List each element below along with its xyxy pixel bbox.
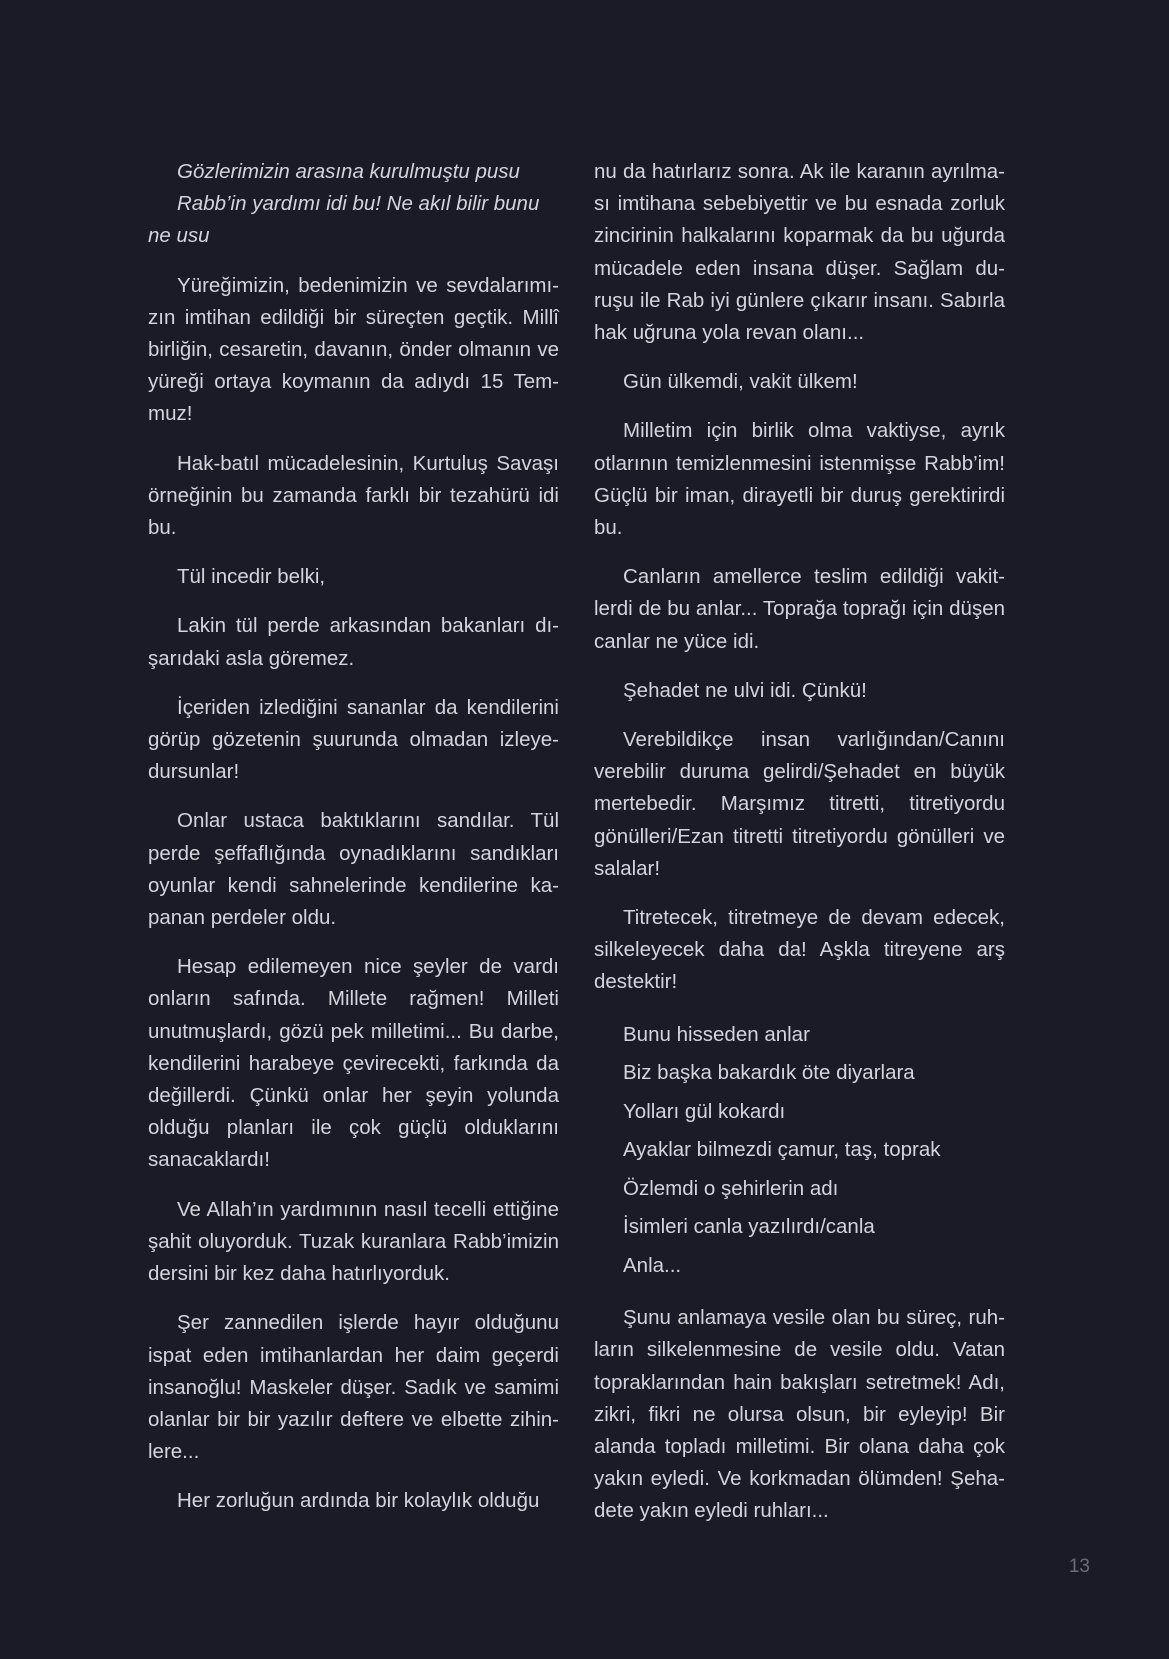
paragraph: Şehadet ne ulvi idi. Çünkü!	[623, 678, 867, 702]
paragraph: Hak-batıl mücadelesinin, Kurtuluş Savaşı örneğinin bu zamanda farklı bir tezahürü idi bu.	[148, 451, 559, 540]
right-column	[594, 156, 1005, 1545]
poem-line: Yolları gül kokardı	[623, 1099, 786, 1123]
continued-paragraph: nu da hatırlarız sonra. Ak ile karanın ayrılması imtihana sebebiyettir ve bu esnada zorluk zincirinin halkalarını koparmak da bu uğurda mücadele eden insana düşer. Sağlam duruşu ile Rab iyi günlere çıkarır insanı. Sabırla hak uğruna yola revan olanı...	[594, 160, 1005, 345]
paragraph: Onlar ustaca baktıklarını sandılar. Tül perde şeffaflığında oynadıklarını sandıkları oyunlar kendi sahnelerinde kendilerine kapanan perdeler oldu.	[148, 809, 559, 930]
poem-line: Anla...	[623, 1253, 682, 1277]
verse-line: Gözlerimizin arasına kurulmuştu pusu	[177, 160, 520, 183]
paragraph: Tül incedir belki,	[177, 565, 326, 589]
paragraph: Gün ülkemdi, vakit ülkem!	[623, 370, 858, 394]
paragraph: İçeriden izlediğini sananlar da kendilerini görüp gözetenin şuurunda olmadan izleyedursunlar!	[148, 695, 559, 784]
poem-line: Bunu hisseden anlar	[623, 1022, 810, 1046]
poem-line: Özlemdi o şehirlerin adı	[623, 1176, 839, 1200]
paragraph: Titretecek, titretmeye de devam edecek, silkeleyecek daha da! Aşkla titreyene arş destektir!	[594, 906, 1005, 994]
poem-line: Biz başka bakardık öte diyarlara	[623, 1061, 915, 1085]
verse-line: ne usu	[148, 224, 210, 248]
verse-line: Rabb’in yardımı idi bu! Ne akıl bilir bunu	[177, 192, 540, 216]
paragraph: Milletim için birlik olma vaktiyse, ayrık otlarının temizlenmesini istenmişse Rabb’im! Güçlü bir iman, dirayetli bir duruş gerektirirdi bu.	[594, 419, 1005, 540]
page-number: 13	[1068, 1556, 1090, 1577]
paragraph: Şer zannedilen işlerde hayır olduğunu ispat eden imtihanlardan her daim geçerdi insanoğlu! Maskeler düşer. Sadık ve samimi olanlar bir bir yazılır deftere ve elbette zihinlere...	[148, 1311, 559, 1464]
paragraph: Lakin tül perde arkasından bakanları dışarıdaki asla göremez.	[148, 614, 559, 670]
paragraph: Yüreğimizin, bedenimizin ve sevdalarımızın imtihan edildiği bir süreçten geçtik. Millî birliğin, cesaretin, davanın, önder olmanın ve yüreği ortaya koymanın da adıydı 15 Temmuz!	[148, 273, 559, 426]
paragraph: Her zorluğun ardında bir kolaylık olduğu	[177, 1489, 540, 1513]
paragraph: Hesap edilemeyen nice şeyler de vardı onların safında. Millete rağmen! Milleti unutmuşlardı, gözü pek milletimi... Bu darbe, kendilerini harabeye çevirecekti, farkında da değillerdi. Çünkü onlar her şeyin yolunda olduğu planları ile çok güçlü olduklarını sanacaklardı!	[148, 955, 559, 1172]
poem-line: İsimleri canla yazılırdı/canla	[623, 1215, 875, 1239]
poem	[594, 1016, 1005, 1286]
paragraph: Ve Allah’ın yardımının nasıl tecelli ettiğine şahit oluyorduk. Tuzak kuranlara Rabb’imizin dersini bir kez daha hatırlıyorduk.	[148, 1197, 559, 1286]
paragraph: Canların amellerce teslim edildiği vakitlerdi de bu anlar... Toprağa toprağı için düşen canlar ne yüce idi.	[594, 565, 1005, 653]
paragraph: Verebildikçe insan varlığından/Canını verebilir duruma gelirdi/Şehadet en büyük mertebedir. Marşımız titretti, titretiyordu gönülleri/Ezan titretti titretiyordu gönülleri ve salalar!	[594, 728, 1005, 880]
left-column	[148, 156, 559, 1535]
paragraph: Şunu anlamaya vesile olan bu süreç, ruhların silkelenmesine de vesile oldu. Vatan topraklarından hain bakışları setretmek! Adı, zikri, fikri ne olursa olsun, bir eyleyip! Bir alanda topladı milletimi. Bir olana daha çok yakın eyledi. Ve korkmadan ölümden! Şehadete yakın eyledi ruhları...	[594, 1306, 1005, 1523]
poem-line: Ayaklar bilmezdi çamur, taş, toprak	[623, 1138, 941, 1162]
